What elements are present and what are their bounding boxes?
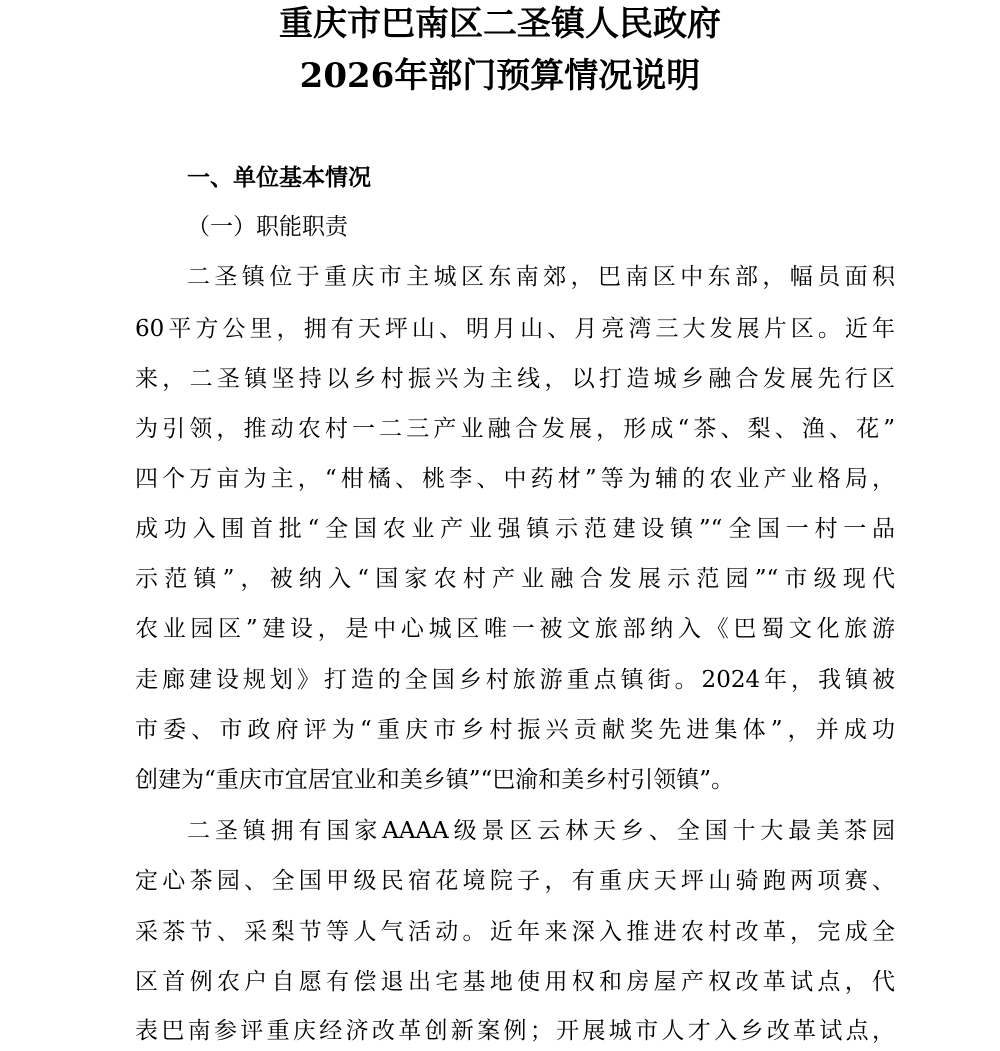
paragraph-2-line-4: 区首例农户自愿有偿退出宅基地使用权和房屋产权改革试点，代 xyxy=(135,969,895,995)
paragraph-1-line-10: 市委、市政府评为“重庆市乡村振兴贡献奖先进集体”，并成功 xyxy=(135,717,895,743)
paragraph-1-line-6: 成功入围首批“全国农业产业强镇示范建设镇”“全国一村一品 xyxy=(135,516,895,542)
subsection-heading: （一）职能职责 xyxy=(187,214,348,240)
paragraph-1-line-4: 为引领，推动农村一二三产业融合发展，形成“茶、梨、渔、花” xyxy=(135,416,895,442)
paragraph-2-line-2: 定心茶园、全国甲级民宿花境院子，有重庆天坪山骑跑两项赛、 xyxy=(135,868,895,894)
paragraph-2-line-1: 二圣镇拥有国家AAAA级景区云林天乡、全国十大最美茶园 xyxy=(187,818,895,844)
paragraph-1-line-1: 二圣镇位于重庆市主城区东南郊，巴南区中东部，幅员面积 xyxy=(187,264,895,290)
paragraph-1-line-7: 示范镇”，被纳入“国家农村产业融合发展示范园”“市级现代 xyxy=(135,566,895,592)
paragraph-1-line-11: 创建为“重庆市宜居宜业和美乡镇”“巴渝和美乡村引领镇”。 xyxy=(135,767,735,793)
paragraph-2-line-3: 采茶节、采梨节等人气活动。近年来深入推进农村改革，完成全 xyxy=(135,919,895,945)
document-title-line-2: 2026年部门预算情况说明 xyxy=(299,56,701,96)
paragraph-1-line-5: 四个万亩为主，“柑橘、桃李、中药材”等为辅的农业产业格局， xyxy=(135,466,895,492)
document-title-line-1: 重庆市巴南区二圣镇人民政府 xyxy=(279,4,721,44)
paragraph-2-line-5: 表巴南参评重庆经济改革创新案例；开展城市人才入乡改革试点， xyxy=(135,1018,895,1044)
section-heading: 一、单位基本情况 xyxy=(187,164,371,191)
paragraph-1-line-8: 农业园区”建设，是中心城区唯一被文旅部纳入《巴蜀文化旅游 xyxy=(135,616,895,642)
paragraph-1-line-9: 走廊建设规划》打造的全国乡村旅游重点镇街。2024年，我镇被 xyxy=(135,667,895,693)
paragraph-1-line-3: 来，二圣镇坚持以乡村振兴为主线，以打造城乡融合发展先行区 xyxy=(135,366,895,392)
paragraph-1-line-2: 60平方公里，拥有天坪山、明月山、月亮湾三大发展片区。近年 xyxy=(135,316,895,342)
